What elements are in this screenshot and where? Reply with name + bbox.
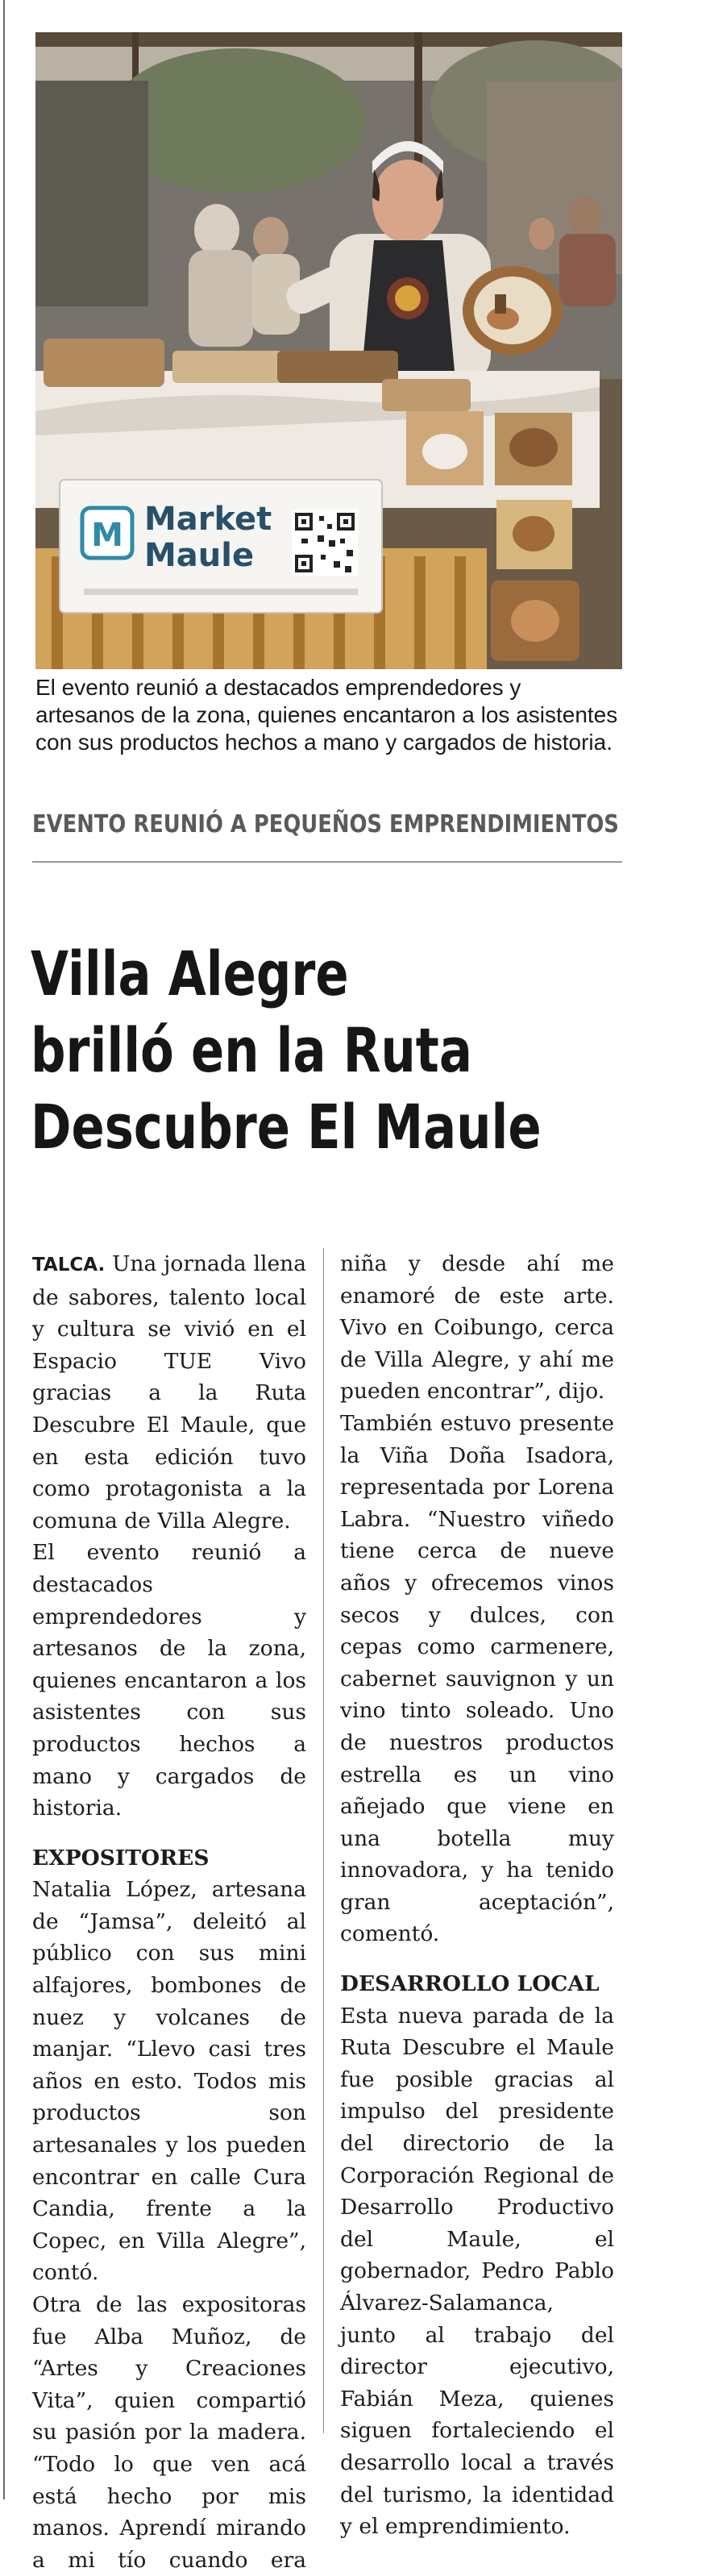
banner-brand-line1: Market <box>144 501 272 538</box>
qr-code-icon <box>292 510 358 576</box>
page-edge-rule <box>3 0 5 2499</box>
paragraph-4-continued: niña y desde ahí me enamoré de este arte. Vivo en Coibungo, cerca de Villa Alegre, y ahí me pueden encontrar”, dijo. <box>340 1251 614 1405</box>
paragraph-1: Una jornada llena de sabores, talento local y cultura se vivió en el Espacio TUE Vivo gracias a la Ruta Descubre El Maule, que en esta edición tuvo como protagonista a la comuna de Villa Alegre. <box>32 1251 306 1534</box>
headline <box>31 935 611 1165</box>
article-photo <box>35 32 622 669</box>
headline-line-2: brilló en la Ruta <box>31 1014 472 1086</box>
column-divider <box>323 1248 324 2433</box>
paragraph-6: Esta nueva parada de la Ruta Descubre el Maule fue posible gracias al impulso del presidente del directorio de la Corporación Regional de Desarrollo Productivo del Maule, el gobernador, Pedro Pablo Álvarez-Salamanca, junto al trabajo del director ejecutivo, Fabián Meza, quienes siguen fortaleciendo el desarrollo local a través del turismo, la identidad y el emprendimiento. <box>340 2003 614 2540</box>
article-column-right <box>340 1248 614 2543</box>
article-column-left <box>32 1248 306 2576</box>
dateline: TALCA. <box>32 1255 106 1276</box>
paragraph <box>32 1248 306 1537</box>
kicker-divider <box>32 861 622 863</box>
photo-caption: El evento reunió a destacados emprendedores y artesanos de la zona, quienes encantaron a los asistentes con sus productos hechos a mano y cargados de historia. <box>35 675 618 755</box>
subhead-desarrollo-local: DESARROLLO LOCAL <box>340 1971 600 1997</box>
banner-logo-letter: M <box>91 517 123 554</box>
banner-brand-line2: Maule <box>144 537 255 574</box>
headline-line-3: Descubre El Maule <box>31 1091 542 1163</box>
section-kicker: EVENTO REUNIÓ A PEQUEÑOS EMPRENDIMIENTOS <box>32 810 619 839</box>
paragraph-2: El evento reunió a destacados emprendedores y artesanos de la zona, quienes encantaron a los asistentes con sus productos hechos a mano y cargados de historia. <box>32 1540 306 1821</box>
paragraph-5: También estuvo presente la Viña Doña Isadora, representada por Lorena Labra. “Nuestro viñedo tiene cerca de nueve años y ofrecemos vinos secos y dulces, con cepas como carmenere, cabernet sauvignon y un vino tinto soleado. Uno de nuestros productos estrella es un vino añejado que viene en una botella muy innovadora, y ha tenido gran aceptación”, comentó. <box>340 1410 614 1947</box>
paragraph-4: Otra de las expositoras fue Alba Muñoz, de “Artes y Creaciones Vita”, quien compartió su pasión por la madera. “Todo lo que ven acá está hecho por mis manos. Aprendí mirando a mi tío cuando era <box>32 2292 306 2573</box>
headline-line-1: Villa Alegre <box>31 938 349 1009</box>
subhead-expositores: EXPOSITORES <box>32 1845 210 1871</box>
paragraph-3: Natalia López, artesana de “Jamsa”, deleitó al público con sus mini alfajores, bombones de nuez y volcanes de manjar. “Llevo casi tres años en esto. Todos mis productos son artesanales y los pueden encontrar en calle Cura Candia, frente a la Copec, en Villa Alegre”, contó. <box>32 1877 306 2286</box>
